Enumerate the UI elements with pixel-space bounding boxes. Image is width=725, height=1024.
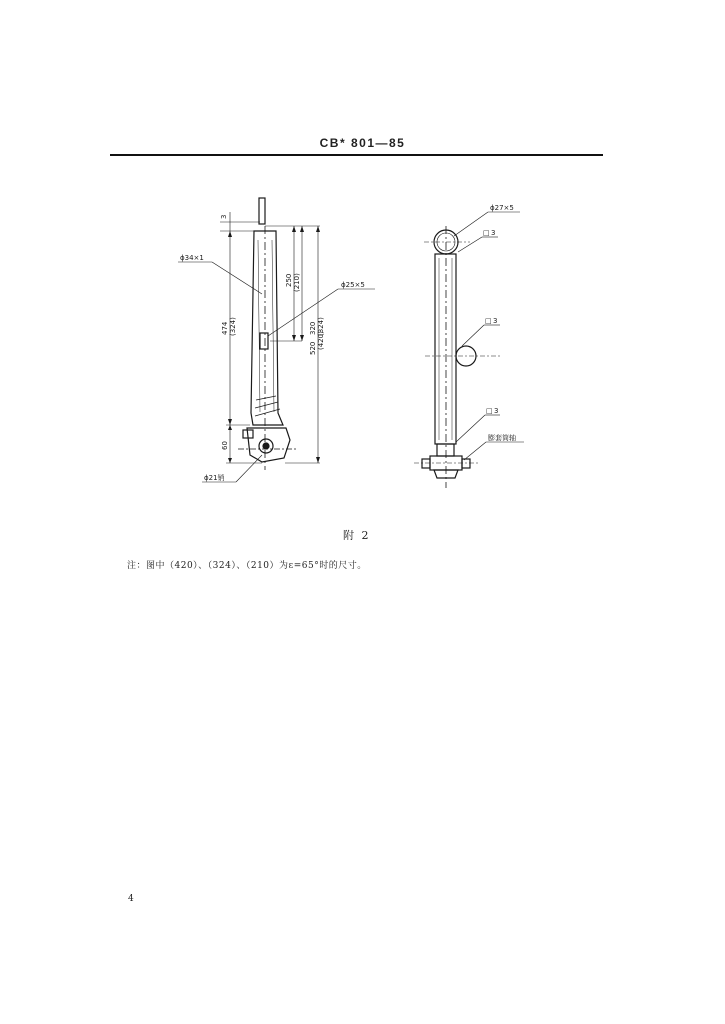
- dim-total-alt: (324): [229, 317, 237, 336]
- nipple-slot: [260, 333, 268, 349]
- dim-middle-value: 320: [309, 321, 317, 335]
- callout-ring-size: ϕ27×5: [490, 204, 514, 212]
- callout-pipe-size: ϕ34×1: [180, 254, 204, 262]
- bottom-sleeve: [437, 444, 454, 456]
- callout-nipple-size: ϕ25×5: [341, 281, 365, 289]
- dim-middle-alt: (324): [317, 317, 325, 336]
- hinge-pin-center: [263, 443, 269, 449]
- weld-symbol-bottom: □: [486, 407, 493, 415]
- dim-base-text: 60: [221, 441, 229, 450]
- front-pipe-body: [435, 254, 456, 444]
- weld-top-value: 3: [491, 229, 496, 237]
- dim-total-value: 474: [221, 321, 229, 335]
- dim-upper-alt: (210): [293, 273, 301, 292]
- weld-symbol-top: □: [483, 229, 490, 237]
- document-code: CB* 801—85: [319, 136, 406, 150]
- figure-caption: 附 2: [343, 529, 371, 542]
- shaft-end-left: [422, 459, 430, 468]
- pipe-wall-line: [258, 240, 260, 412]
- callout-shaft: 膨套筒轴: [488, 434, 516, 442]
- figure-note: 注：图中（420）、（324）、（210）为ε=65°时的尺寸。: [127, 561, 367, 571]
- callout-pin-size: ϕ21销: [204, 474, 225, 482]
- shaft-end-right: [462, 459, 470, 468]
- top-rod: [259, 198, 265, 224]
- dim-top-text: 3: [220, 214, 228, 219]
- weld-middle-value: 3: [493, 317, 498, 325]
- weld-symbol-middle: □: [485, 317, 492, 325]
- dim-total-right-alt: (420): [317, 331, 325, 350]
- dim-total-right-value: 520: [309, 341, 317, 355]
- pipe-wall-line-2: [272, 240, 274, 412]
- pipe-body: [251, 231, 283, 425]
- dim-upper-value: 250: [285, 273, 293, 287]
- left-view: [178, 198, 375, 482]
- taper-hatch: [255, 396, 280, 416]
- right-view: [414, 212, 524, 488]
- page-number: 4: [128, 894, 134, 904]
- weld-bottom-value: 3: [494, 407, 499, 415]
